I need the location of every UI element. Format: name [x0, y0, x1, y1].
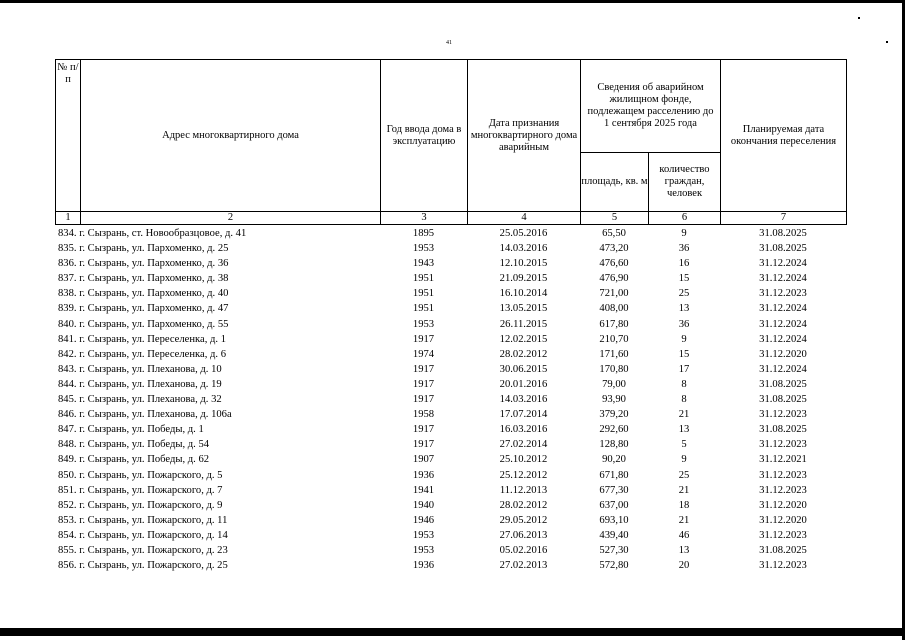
address-cell: 841. г. Сызрань, ул. Переселенка, д. 1: [58, 333, 226, 345]
table-row: [55, 407, 846, 422]
people-cell: 21: [678, 514, 690, 526]
year-cell: 1936: [412, 560, 435, 572]
year-cell: 1953: [412, 243, 435, 255]
emergency-date-cell: 21.09.2015: [499, 273, 548, 285]
table-row: [55, 483, 846, 498]
area-cell: 527,30: [599, 544, 629, 556]
area-cell: 473,20: [599, 243, 629, 255]
people-cell: 13: [678, 544, 690, 556]
address-cell: 855. г. Сызрань, ул. Пожарского, д. 23: [58, 544, 228, 556]
people-cell: 13: [678, 424, 690, 436]
people-cell: 21: [678, 484, 690, 496]
table-row: [55, 271, 846, 286]
address-cell: 848. г. Сызрань, ул. Победы, д. 54: [58, 439, 210, 451]
housing-table: [55, 226, 846, 573]
planned-date-cell: 31.08.2025: [759, 243, 807, 255]
table-row: [55, 301, 846, 316]
year-cell: 1953: [412, 318, 435, 330]
address-cell: 837. г. Сызрань, ул. Пархоменко, д. 38: [58, 273, 229, 285]
address-cell: 844. г. Сызрань, ул. Плеханова, д. 19: [58, 378, 222, 390]
planned-date-cell: 31.08.2025: [759, 544, 807, 556]
scan-speck: [886, 41, 888, 43]
address-cell: 851. г. Сызрань, ул. Пожарского, д. 7: [58, 484, 223, 496]
table-row: [55, 226, 846, 241]
header-emergency-date: Дата признания многоквартирного дома аварийным: [468, 60, 581, 212]
area-cell: 721,00: [599, 288, 629, 300]
address-cell: 856. г. Сызрань, ул. Пожарского, д. 25: [58, 560, 228, 572]
year-cell: 1958: [412, 409, 435, 421]
area-cell: 65,50: [602, 228, 626, 239]
year-cell: 1953: [412, 544, 435, 556]
year-cell: 1917: [412, 439, 435, 451]
address-cell: 835. г. Сызрань, ул. Пархоменко, д. 25: [58, 243, 229, 255]
planned-date-cell: 31.12.2020: [759, 348, 807, 360]
area-cell: 439,40: [599, 529, 629, 541]
area-cell: 572,80: [599, 560, 629, 572]
column-number: 3: [381, 212, 468, 225]
people-cell: 9: [681, 333, 687, 345]
table-header: [55, 59, 847, 225]
emergency-date-cell: 16.10.2014: [499, 288, 548, 300]
people-cell: 46: [678, 529, 690, 541]
scan-speck: [858, 17, 860, 19]
table-row: [55, 513, 846, 528]
column-number: 2: [81, 212, 381, 225]
planned-date-cell: 31.12.2024: [759, 363, 807, 375]
area-cell: 93,90: [602, 394, 626, 406]
area-cell: 476,60: [599, 258, 629, 270]
address-cell: 847. г. Сызрань, ул. Победы, д. 1: [58, 424, 204, 436]
table-row: [55, 377, 846, 392]
planned-date-cell: 31.12.2024: [759, 258, 807, 270]
address-cell: 854. г. Сызрань, ул. Пожарского, д. 14: [58, 529, 228, 541]
column-number: 5: [581, 212, 649, 225]
address-cell: 840. г. Сызрань, ул. Пархоменко, д. 55: [58, 318, 229, 330]
header-address: Адрес многоквартирного дома: [81, 60, 381, 212]
table-row: [55, 256, 846, 271]
address-cell: 842. г. Сызрань, ул. Переселенка, д. 6: [58, 348, 226, 360]
planned-date-cell: 31.12.2023: [759, 560, 807, 572]
table-row: [55, 347, 846, 362]
people-cell: 13: [678, 303, 690, 315]
table-row: [55, 528, 846, 543]
planned-date-cell: 31.08.2025: [759, 424, 807, 436]
emergency-date-cell: 12.10.2015: [499, 258, 548, 270]
planned-date-cell: 31.12.2023: [759, 469, 807, 481]
planned-date-cell: 31.12.2024: [759, 318, 807, 330]
planned-date-cell: 31.12.2024: [759, 273, 807, 285]
year-cell: 1936: [412, 469, 435, 481]
header-number: № п/п: [56, 60, 81, 212]
people-cell: 25: [678, 288, 690, 300]
emergency-date-cell: 16.03.2016: [499, 424, 548, 436]
column-number-row: [56, 212, 847, 225]
header-people: количество граждан, человек: [649, 153, 721, 212]
year-cell: 1917: [412, 378, 435, 390]
column-number: 6: [649, 212, 721, 225]
area-cell: 693,10: [599, 514, 629, 526]
header-planned-date: Планируемая дата окончания переселения: [721, 60, 847, 212]
year-cell: 1917: [412, 363, 435, 375]
people-cell: 36: [678, 243, 690, 255]
address-cell: 839. г. Сызрань, ул. Пархоменко, д. 47: [58, 303, 229, 315]
year-cell: 1951: [412, 303, 435, 315]
planned-date-cell: 31.12.2023: [759, 484, 807, 496]
address-cell: 853. г. Сызрань, ул. Пожарского, д. 11: [58, 514, 228, 526]
people-cell: 8: [681, 378, 687, 390]
table-row: [55, 392, 846, 407]
header-year: Год ввода дома в эксплуатацию: [381, 60, 468, 212]
people-cell: 5: [681, 439, 687, 451]
planned-date-cell: 31.12.2020: [759, 514, 807, 526]
table-row: [55, 468, 846, 483]
planned-date-cell: 31.12.2021: [759, 454, 807, 466]
people-cell: 8: [681, 394, 687, 406]
address-cell: 850. г. Сызрань, ул. Пожарского, д. 5: [58, 469, 223, 481]
column-number: 1: [56, 212, 81, 225]
area-cell: 171,60: [599, 348, 629, 360]
address-cell: 845. г. Сызрань, ул. Плеханова, д. 32: [58, 394, 222, 406]
planned-date-cell: 31.12.2023: [759, 439, 807, 451]
emergency-date-cell: 26.11.2015: [499, 318, 548, 330]
year-cell: 1941: [412, 484, 435, 496]
planned-date-cell: 31.12.2024: [759, 333, 807, 345]
people-cell: 15: [678, 273, 690, 285]
people-cell: 21: [678, 409, 690, 421]
people-cell: 25: [678, 469, 690, 481]
address-cell: 836. г. Сызрань, ул. Пархоменко, д. 36: [58, 258, 229, 270]
address-cell: 834. г. Сызрань, ст. Новообразцовое, д. 41: [58, 228, 247, 239]
header-area: площадь, кв. м: [581, 153, 649, 212]
address-cell: 852. г. Сызрань, ул. Пожарского, д. 9: [58, 499, 223, 511]
year-cell: 1917: [412, 333, 435, 345]
emergency-date-cell: 11.12.2013: [499, 484, 548, 496]
emergency-date-cell: 30.06.2015: [499, 363, 548, 375]
area-cell: 90,20: [602, 454, 626, 466]
emergency-date-cell: 25.05.2016: [499, 228, 548, 239]
page-number: 41: [446, 40, 452, 46]
table-row: [55, 558, 846, 573]
people-cell: 9: [681, 228, 687, 239]
year-cell: 1953: [412, 529, 435, 541]
planned-date-cell: 31.12.2020: [759, 499, 807, 511]
planned-date-cell: 31.08.2025: [759, 394, 807, 406]
area-cell: 128,80: [599, 439, 629, 451]
table-row: [55, 452, 846, 467]
area-cell: 408,00: [599, 303, 629, 315]
emergency-date-cell: 14.03.2016: [499, 243, 548, 255]
year-cell: 1943: [412, 258, 435, 270]
area-cell: 671,80: [599, 469, 629, 481]
table-row: [55, 422, 846, 437]
address-cell: 849. г. Сызрань, ул. Победы, д. 62: [58, 454, 210, 466]
table-row: [55, 241, 846, 256]
year-cell: 1895: [412, 228, 435, 239]
emergency-date-cell: 25.12.2012: [499, 469, 548, 481]
column-number: 7: [721, 212, 847, 225]
year-cell: 1907: [412, 454, 435, 466]
table-row: [55, 286, 846, 301]
area-cell: 210,70: [599, 333, 629, 345]
people-cell: 17: [678, 363, 690, 375]
people-cell: 9: [681, 454, 687, 466]
year-cell: 1974: [412, 348, 435, 360]
table-row: [55, 317, 846, 332]
address-cell: 846. г. Сызрань, ул. Плеханова, д. 106а: [58, 409, 232, 421]
emergency-date-cell: 29.05.2012: [499, 514, 548, 526]
emergency-date-cell: 25.10.2012: [499, 454, 548, 466]
people-cell: 36: [678, 318, 690, 330]
planned-date-cell: 31.12.2024: [759, 303, 807, 315]
year-cell: 1946: [412, 514, 435, 526]
people-cell: 20: [678, 560, 690, 572]
column-number: 4: [468, 212, 581, 225]
scan-border-top: [0, 0, 905, 3]
people-cell: 18: [678, 499, 690, 511]
area-cell: 79,00: [602, 378, 626, 390]
emergency-date-cell: 27.06.2013: [499, 529, 548, 541]
area-cell: 170,80: [599, 363, 629, 375]
emergency-date-cell: 27.02.2013: [499, 560, 548, 572]
area-cell: 292,60: [599, 424, 629, 436]
area-cell: 617,80: [599, 318, 629, 330]
area-cell: 379,20: [599, 409, 629, 421]
planned-date-cell: 31.12.2023: [759, 529, 807, 541]
header-fund-info: Сведения об аварийном жилищном фонде, подлежащем расселению до 1 сентября 2025 года: [581, 60, 721, 153]
planned-date-cell: 31.12.2023: [759, 409, 807, 421]
year-cell: 1917: [412, 394, 435, 406]
area-cell: 677,30: [599, 484, 629, 496]
people-cell: 15: [678, 348, 690, 360]
planned-date-cell: 31.08.2025: [759, 228, 807, 239]
people-cell: 16: [678, 258, 690, 270]
emergency-date-cell: 13.05.2015: [499, 303, 548, 315]
emergency-date-cell: 28.02.2012: [499, 499, 548, 511]
planned-date-cell: 31.12.2023: [759, 288, 807, 300]
address-cell: 843. г. Сызрань, ул. Плеханова, д. 10: [58, 363, 222, 375]
table-row: [55, 437, 846, 452]
emergency-date-cell: 20.01.2016: [499, 378, 548, 390]
year-cell: 1917: [412, 424, 435, 436]
table-row: [55, 362, 846, 377]
table-row: [55, 332, 846, 347]
area-cell: 476,90: [599, 273, 629, 285]
planned-date-cell: 31.08.2025: [759, 378, 807, 390]
year-cell: 1951: [412, 273, 435, 285]
year-cell: 1940: [412, 499, 435, 511]
table-row: [55, 498, 846, 513]
emergency-date-cell: 12.02.2015: [499, 333, 548, 345]
emergency-date-cell: 27.02.2014: [499, 439, 548, 451]
scan-border-bottom: [0, 628, 905, 636]
emergency-date-cell: 14.03.2016: [499, 394, 548, 406]
emergency-date-cell: 28.02.2012: [499, 348, 548, 360]
area-cell: 637,00: [599, 499, 629, 511]
address-cell: 838. г. Сызрань, ул. Пархоменко, д. 40: [58, 288, 229, 300]
year-cell: 1951: [412, 288, 435, 300]
emergency-date-cell: 17.07.2014: [499, 409, 548, 421]
table-row: [55, 543, 846, 558]
emergency-date-cell: 05.02.2016: [499, 544, 548, 556]
